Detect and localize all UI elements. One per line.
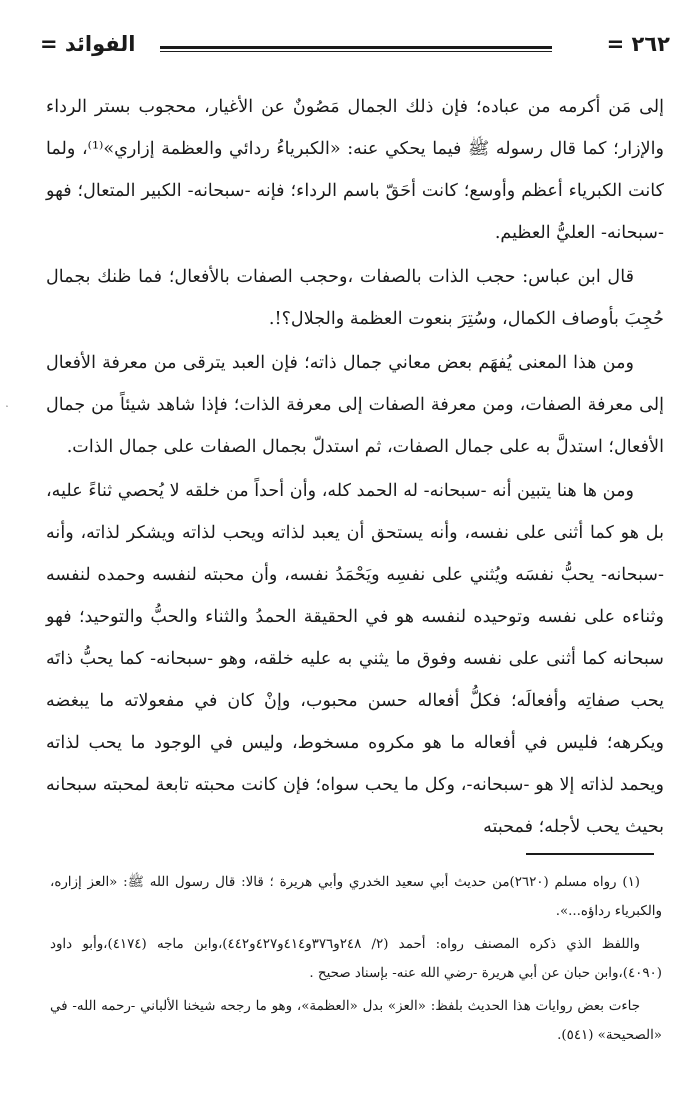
footnotes — [50, 868, 662, 1054]
footnote-2: واللفظ الذي ذكره المصنف رواه: أحمد (٢/ ٢٤٨و٣٧٦و٤١٤و٤٢٧و٤٤٢)،وابن ماجه (٤١٧٤)،وأبو داود (٤٠٩٠)،وابن حبان عن أبي هريرة -رضي الله عنه- بإسناد صحيح . — [50, 937, 662, 981]
main-text — [46, 86, 664, 850]
page-number-value: ٢٦٢ — [631, 32, 670, 56]
footnote-separator — [526, 853, 654, 855]
footnote-3: جاءت بعض روايات هذا الحديث بلفظ: «العز» بدل «العظمة»، وهو ما رجحه شيخنا الألباني -رحمه الله- في «الصحيحة» (٥٤١). — [50, 999, 662, 1043]
page-number — [599, 32, 670, 56]
book-title: الفوائد = — [40, 32, 136, 56]
page-header — [40, 28, 670, 64]
paragraph-1: إلى مَن أكرمه من عباده؛ فإن ذلك الجمال مَصُونٌ عن الأغيار، محجوب بستر الرداء والإزار؛ كما قال رسوله ﷺ فيما يحكي عنه: «الكبرياءُ ردائي والعظمة إزاري»⁽¹⁾، ولما كانت الكبرياء أعظم وأوسع؛ كانت أحَقّ باسم الرداء؛ فإنه -سبحانه- الكبير المتعال؛ فهو -سبحانه- العليُّ العظيم. — [46, 97, 665, 243]
page-number-dash: = — [606, 32, 625, 56]
paragraph-4: ومن ها هنا يتبين أنه -سبحانه- له الحمد كله، وأن أحداً من خلقه لا يُحصي ثناءً عليه، بل هو كما أثنى على نفسه، وأنه يستحق أن يعبد لذاته ويحب لذاته ويشكر لذاته، وأنه -سبحانه- يحبُّ نفسَه ويُثني على نفسِه ويَحْمَدُ نفسه، وأن محبته لنفسه وحمده لنفسه وثناءه على نفسه وتوحيده لنفسه هو في الحقيقة الحمدُ والثناء والحبُّ والتوحيد؛ فهو سبحانه كما أثنى على نفسه وفوق ما يثني به عليه خلقه، وهو -سبحانه- كما يحبُّ ذاتَه يحب صفاتِه وأفعالَه؛ فكلُّ أفعاله حسن محبوب، وإنْ كان في مفعولاته ما يبغضه ويكرهه؛ فليس في أفعاله ما هو مكروه مسخوط، وليس في الوجود ما يحب لذاته ويحمد لذاته إلا هو -سبحانه-، وكل ما يحب سواه؛ فإن كانت محبته تابعة لمحبته سبحانه بحيث يحب لأجله؛ فمحبته — [46, 481, 664, 837]
paragraph-2: قال ابن عباس: حجب الذات بالصفات ،وحجب الصفات بالأفعال؛ فما ظنك بجمال حُجِبَ بأوصاف الكمال، وسُتِرَ بنعوت العظمة والجلال؟!. — [46, 267, 664, 329]
footnote-1: (١) رواه مسلم (٢٦٢٠)من حديث أبي سعيد الخدري وأبي هريرة ؛ قالا: قال رسول الله ﷺ: «العز إزاره، والكبرياء رداؤه...». — [50, 875, 662, 919]
header-double-rule — [160, 46, 552, 49]
paragraph-3: ومن هذا المعنى يُفهَم بعض معاني جمال ذاته؛ فإن العبد يترقى من معرفة الأفعال إلى معرفة الصفات، ومن معرفة الصفات إلى معرفة الذات؛ فإذا شاهد شيئاً من جمال الأفعال؛ استدلَّ به على جمال الصفات، ثم استدلّ بجمال الصفات على جمال الذات. — [46, 353, 664, 457]
